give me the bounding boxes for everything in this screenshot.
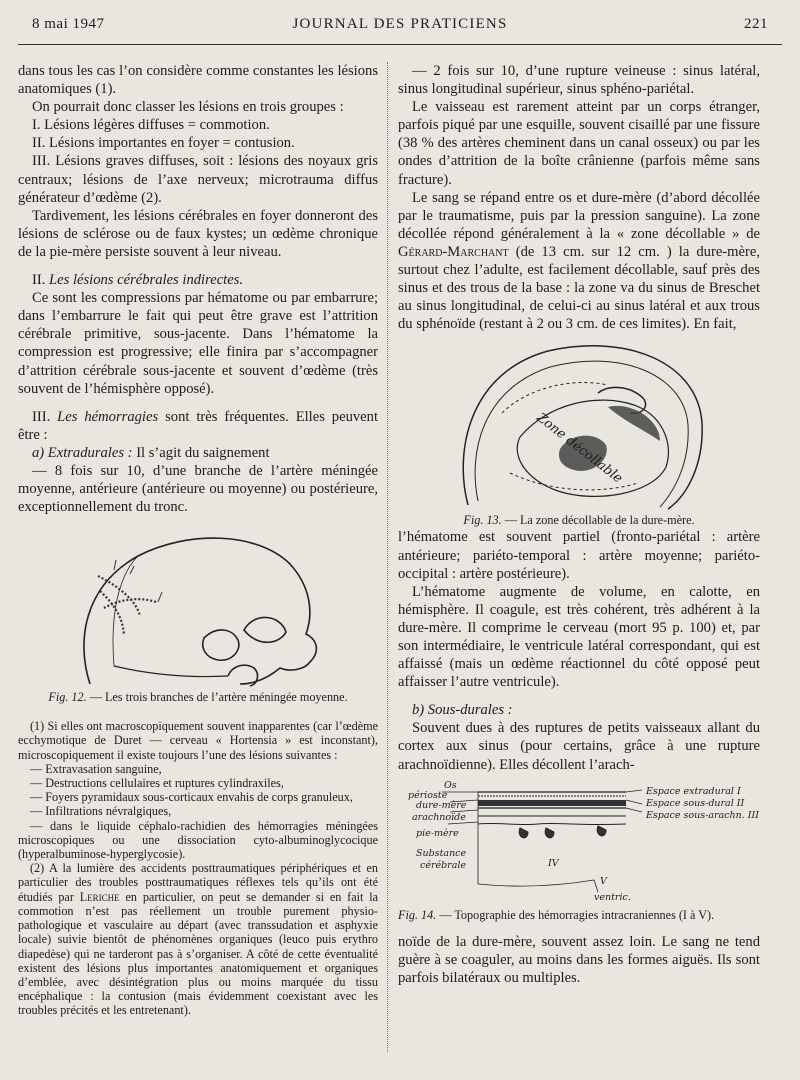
figure-label: Fig. 14. bbox=[398, 907, 437, 922]
footnote bbox=[18, 861, 378, 1017]
heading-number: III. bbox=[32, 408, 51, 425]
footnote-text: en particulier, on peut se demander si en fait la commotion n’est pas réellement un trouble purement physio-pathologique et vasculaire au départ (avec transsudation et asphyxie locale) suivie bientôt de phénomènes organiques (leuco puis erythro diapedèse) qui ne tarderont pas à s’organiser. A côté de cette éventualité existent des lésions plus importantes anatomiquement et organiques d’emblée, avec désintégration plus ou moins marquée du tissu encéphalique : la contusion (mais évidemment coexistant avec les troubles précités et les entretenant). bbox=[18, 889, 379, 1018]
figure-caption-text: — Topographie des hémorragies intracraniennes (I à V). bbox=[439, 907, 715, 922]
list-item: III. Lésions graves diffuses, soit : lésions des noyaux gris centraux; lésions de l’axe nerveux; microtrauma diffus générateur d’œdème (2). bbox=[18, 153, 378, 206]
paragraph: l’hématome est souvent partiel (fronto-pariétal : artère antérieure; pariéto-temporal : artère moyenne; pariéto-occipital : artère postérieure). bbox=[398, 529, 760, 582]
figure-label: Fig. 12. bbox=[48, 690, 87, 705]
author-name: Leriche bbox=[79, 889, 120, 904]
label-num-iv: IV bbox=[548, 857, 559, 869]
section-heading bbox=[18, 408, 378, 444]
header-journal-title: JOURNAL DES PRATICIENS bbox=[292, 16, 508, 32]
header-rule bbox=[18, 44, 782, 45]
paragraph: dans tous les cas l’on considère comme constantes les lésions anatomiques (1). bbox=[18, 63, 378, 98]
figure-14-meninges-diagram bbox=[398, 774, 760, 906]
paragraph bbox=[398, 189, 760, 334]
heading-title: Les lésions cérébrales indirectes. bbox=[49, 272, 244, 289]
heading-text: sont très fréquentes. Elles peuvent être : bbox=[18, 408, 379, 443]
label-substance: Substance bbox=[416, 847, 467, 859]
label-espace-sous-dural: Espace sous-dural II bbox=[646, 797, 745, 809]
subheading-label: a) Extradurales : bbox=[32, 444, 133, 461]
figure-13-zone-label: Zone décollable bbox=[533, 410, 626, 487]
paragraph: — 8 fois sur 10, d’une branche de l’artère méningée moyenne, antérieure (antérieure ou moyenne) ou postérieure, exceptionnellement du tronc. bbox=[18, 462, 378, 516]
subheading-label: b) Sous-durales : bbox=[412, 702, 513, 719]
paragraph: On pourrait donc classer les lésions en trois groupes : bbox=[32, 99, 344, 116]
label-espace-extradural: Espace extradural I bbox=[646, 785, 741, 797]
heading-number: II. bbox=[32, 272, 46, 289]
label-pie-mere: pie-mère bbox=[416, 827, 459, 839]
subheading bbox=[398, 701, 760, 719]
paragraph: noïde de la dure-mère, souvent assez loin. Le sang ne tend guère à se coaguler, au moins dans les formes aiguës. Ils sont parfois bilatéraux ou multiples. bbox=[398, 933, 760, 986]
header-page-number: 221 bbox=[744, 16, 768, 32]
label-perioste: périoste bbox=[408, 789, 448, 801]
author-name: Gérard-Marchant bbox=[398, 243, 509, 260]
paragraph: — 2 fois sur 10, d’une rupture veineuse : sinus latéral, sinus longitudinal supérieur, sinus sphéno-pariétal. bbox=[398, 63, 760, 98]
paragraph: Le vaisseau est rarement atteint par un corps étranger, parfois piqué par une esquille, souvent cisaillé par une fissure (38 % des artères cheminent dans un canal osseux) ou par les ondes d’attrition de la boîte crânienne (parfois même sans fracture). bbox=[398, 99, 760, 188]
section-heading bbox=[18, 271, 378, 289]
list-item: II. Lésions importantes en foyer = contusion. bbox=[32, 135, 295, 152]
figure-14-caption bbox=[398, 908, 760, 923]
paragraph-text: (de 13 cm. sur 12 cm. ) la dure-mère, surtout chez l’adulte, est facilement décollable, sauf près des sinus et des trous de la base : la zone va du sinus de Breschet au sinus longitudinal, de celui-ci au sinus latéral et aux trous du sphénoïde (restant à 2 ou 3 cm. de ces limites). En fait, bbox=[398, 243, 760, 333]
label-dure-mere: dure-mère bbox=[416, 799, 467, 811]
paragraph: Ce sont les compressions par hématome ou par embarrure; dans l’embarrure le fait qui peut être grave est l’attrition cérébrale primitive, sous-jacente. Dans l’hématome la compression est progressive; elle finira par s’accompagner d’attrition cérébrale sous-jacente et souvent d’œdème (très souvent de l’hémisphère opposé). bbox=[18, 290, 378, 397]
footnote-item: — dans le liquide céphalo-rachidien des hémorragies méningées microscopiques ou une dissociation cyto-albuminoglycocique (hyperalbuminose-hyperglycosie). bbox=[18, 818, 378, 862]
footnote: (1) Si elles ont macroscopiquement souvent inapparentes (car l’œdème ecchymotique de Duret — cerveau « Hortensia » est inconstant), microscopiquement il existe toujours l’une des lésions suivantes : bbox=[18, 719, 378, 762]
list-item: I. Lésions légères diffuses = commotion. bbox=[32, 117, 270, 134]
label-num-v: V bbox=[600, 875, 607, 887]
footnote-item: — Extravasation sanguine, bbox=[30, 761, 162, 776]
label-ventric: ventric. bbox=[594, 891, 631, 903]
figure-caption-text: — La zone décollable de la dure-mère. bbox=[504, 513, 695, 528]
paragraph-text: Le sang se répand entre os et dure-mère (d’abord décollée par le traumatisme, puis par la pression sanguine). La zone décollée répond généralement à la « zone décollable » de bbox=[398, 189, 760, 242]
paragraph: Tardivement, les lésions cérébrales en foyer donneront des lésions de sclérose ou de faux kystes; un œdème chronique de la pie-mère persiste souvent à leur niveau. bbox=[18, 207, 378, 260]
heading-title: Les hémorragies bbox=[57, 408, 159, 425]
footnote-item: — Infiltrations névralgiques, bbox=[30, 804, 172, 819]
left-column bbox=[18, 62, 378, 1018]
label-os: Os bbox=[444, 779, 457, 791]
figure-12-skull-illustration bbox=[18, 516, 378, 688]
subheading-text: Il s’agit du saignement bbox=[136, 444, 270, 461]
paragraph: Souvent dues à des ruptures de petits vaisseaux allant du cortex aux sinus (pour certains, grâce à une rupture arachnoïdienne). Elles décollent l’arach- bbox=[398, 720, 760, 773]
subheading bbox=[18, 444, 378, 462]
figure-caption-text: — Les trois branches de l’artère méningée moyenne. bbox=[89, 690, 348, 705]
footnote-item: — Destructions cellulaires et ruptures cylindraxiles, bbox=[30, 776, 284, 791]
footnotes bbox=[18, 719, 378, 1017]
figure-13-skull-illustration bbox=[398, 333, 760, 511]
label-arachnoide: arachnoïde bbox=[412, 811, 466, 823]
footnote-text: (2) A la lumière des accidents posttraumatiques périphériques et en particulier des troubles posttraumatiques réflexes tels qu’ils ont été étudiés par bbox=[18, 861, 378, 904]
figure-12-caption bbox=[18, 690, 378, 705]
header-date: 8 mai 1947 bbox=[32, 16, 105, 32]
paragraph: L’hématome augmente de volume, en calotte, en hémisphère. Il coagule, est très cohérent, très adhérent à la dure-mère. Il comprime le cerveau (mort 95 p. 100) et, par son intermédiaire, le ventricule latéral correspondant, qui est affaissé (mais un œdème réactionnel du côté opposé peut affaisser l’autre ventricule). bbox=[398, 583, 760, 691]
figure-13-caption bbox=[398, 513, 760, 528]
right-column bbox=[398, 62, 760, 987]
footnote-item: — Foyers pyramidaux sous-corticaux envahis de corps granuleux, bbox=[30, 790, 353, 805]
figure-label: Fig. 13. bbox=[463, 513, 502, 528]
page-header bbox=[30, 16, 770, 38]
label-cerebrale: cérébrale bbox=[420, 859, 467, 871]
label-espace-sous-arachnoidien: Espace sous-arachn. III bbox=[646, 809, 760, 821]
column-divider bbox=[387, 62, 388, 1052]
